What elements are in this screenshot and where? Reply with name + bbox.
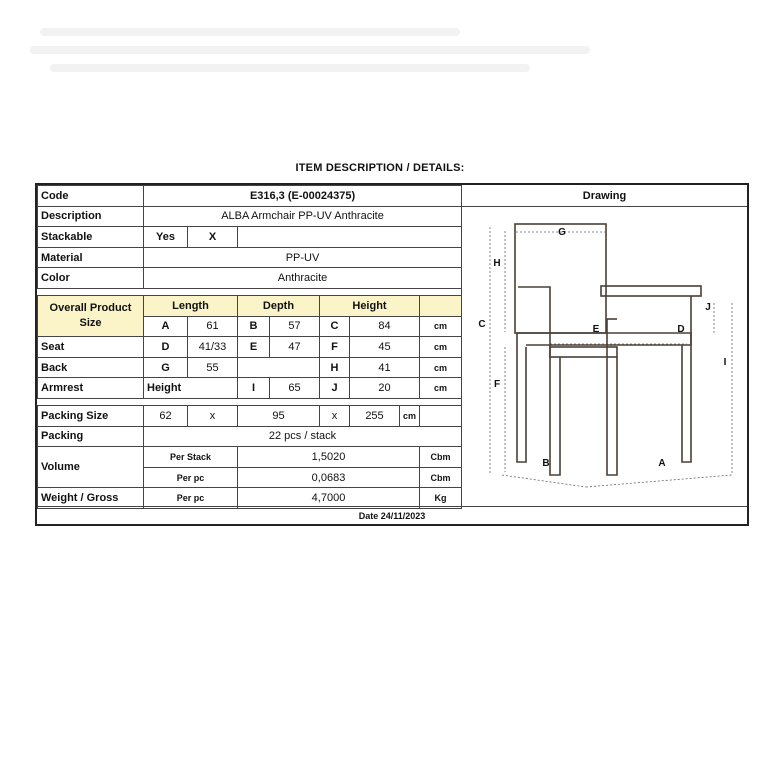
row-code [38, 186, 462, 207]
volume-stack-value: 1,5020 [238, 447, 420, 468]
page-title: ITEM DESCRIPTION / DETAILS: [295, 162, 465, 174]
row-material [38, 247, 462, 268]
volume-pc-value: 0,0683 [238, 467, 420, 488]
material-label: Material [38, 247, 144, 268]
overall-b-value: 57 [270, 316, 320, 337]
back-g-key: G [144, 357, 188, 378]
weight-unit: Kg [420, 488, 462, 509]
front-right-leg [607, 319, 617, 475]
stackable-mark: X [188, 227, 238, 248]
depth-header: Depth [238, 295, 320, 316]
weight-per-pc-label: Per pc [144, 488, 238, 509]
spec-sheet [35, 183, 749, 526]
stackable-empty [238, 227, 462, 248]
label-j: J [705, 302, 711, 313]
seat-f-value: 45 [350, 337, 420, 358]
row-packing [38, 426, 462, 447]
packing-value: 22 pcs / stack [144, 426, 462, 447]
overall-unit-head [420, 295, 462, 316]
row-color [38, 268, 462, 289]
seat-d-value: 41/33 [188, 337, 238, 358]
seat-f-key: F [320, 337, 350, 358]
armrest-height-label: Height [144, 378, 238, 399]
length-header: Length [144, 295, 238, 316]
overall-size-label: Overall Product Size [38, 295, 144, 336]
seat-unit: cm [420, 337, 462, 358]
drawing-header: Drawing [461, 185, 747, 207]
chair-diagram [462, 207, 746, 499]
armrest-j-key: J [320, 378, 350, 399]
overall-unit: cm [420, 316, 462, 337]
back-h-key: H [320, 357, 350, 378]
overall-b-key: B [238, 316, 270, 337]
seat-e-key: E [238, 337, 270, 358]
back-h-value: 41 [350, 357, 420, 378]
code-label: Code [38, 186, 144, 207]
stackable-label: Stackable [38, 227, 144, 248]
row-back [38, 357, 462, 378]
packing-size-empty [420, 405, 462, 426]
volume-pc-unit: Cbm [420, 467, 462, 488]
label-g: G [558, 227, 566, 238]
color-label: Color [38, 268, 144, 289]
overall-c-value: 84 [350, 316, 420, 337]
overall-c-key: C [320, 316, 350, 337]
armrest-j-value: 20 [350, 378, 420, 399]
chair-seat [517, 333, 691, 345]
chair-frame [515, 224, 701, 475]
back-left-leg [517, 333, 526, 462]
label-b: B [542, 458, 550, 469]
right-armrest-top [601, 286, 701, 296]
seat-label: Seat [38, 337, 144, 358]
weight-label: Weight / Gross [38, 488, 144, 509]
back-unit: cm [420, 357, 462, 378]
color-value: Anthracite [144, 268, 462, 289]
dim-line-b [502, 475, 586, 487]
row-armrest [38, 378, 462, 399]
spacer-row [38, 398, 462, 405]
packing-size-label: Packing Size [38, 405, 144, 426]
armrest-unit: cm [420, 378, 462, 399]
volume-per-pc-label: Per pc [144, 467, 238, 488]
back-empty [238, 357, 320, 378]
armrest-i-key: I [238, 378, 270, 399]
code-value: E316,3 (E-00024375) [144, 186, 462, 207]
material-value: PP-UV [144, 247, 462, 268]
weight-value: 4,7000 [238, 488, 420, 509]
row-overall-head [38, 295, 462, 316]
spacer-row [38, 288, 462, 295]
label-i: I [723, 357, 727, 368]
volume-stack-unit: Cbm [420, 447, 462, 468]
description-value: ALBA Armchair PP-UV Anthracite [144, 206, 462, 227]
volume-per-stack-label: Per Stack [144, 447, 238, 468]
volume-label: Volume [38, 447, 144, 488]
packing-label: Packing [38, 426, 144, 447]
row-packing-size [38, 405, 462, 426]
seat-e-value: 47 [270, 337, 320, 358]
chair-drawing [461, 207, 747, 499]
label-f: F [493, 379, 501, 390]
armrest-label: Armrest [38, 378, 144, 399]
blurred-header [30, 22, 730, 92]
description-label: Description [38, 206, 144, 227]
height-header: Height [320, 295, 420, 316]
stackable-yes: Yes [144, 227, 188, 248]
left-armrest [518, 287, 550, 319]
label-e: E [592, 324, 600, 335]
seat-d-key: D [144, 337, 188, 358]
date-footer: Date 24/11/2023 [37, 506, 747, 525]
front-left-leg [550, 319, 560, 475]
row-seat [38, 337, 462, 358]
row-volume-stack [38, 447, 462, 468]
armrest-i-value: 65 [270, 378, 320, 399]
label-a: A [658, 458, 666, 469]
back-right-leg [682, 333, 691, 462]
back-label: Back [38, 357, 144, 378]
packing-size-x2: x [320, 405, 350, 426]
overall-a-key: A [144, 316, 188, 337]
spec-table [37, 185, 462, 509]
back-g-value: 55 [188, 357, 238, 378]
packing-size-height: 255 [350, 405, 400, 426]
overall-a-value: 61 [188, 316, 238, 337]
row-stackable [38, 227, 462, 248]
packing-size-length: 62 [144, 405, 188, 426]
packing-size-width: 95 [238, 405, 320, 426]
label-c: C [478, 319, 486, 330]
row-description [38, 206, 462, 227]
packing-size-x1: x [188, 405, 238, 426]
label-d: D [677, 324, 685, 335]
label-h: H [493, 258, 501, 269]
chair-backrest [515, 224, 606, 333]
packing-size-unit: cm [400, 405, 420, 426]
dim-line-a [586, 475, 732, 487]
